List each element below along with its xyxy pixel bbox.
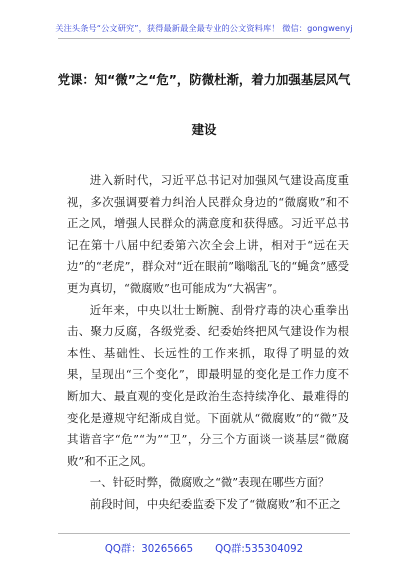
header-banner: 关注头条号“公文研究”，获得最新最全最专业的公文资料库！ 微信：gongwenyj [55, 23, 353, 33]
footer-divider [58, 533, 350, 534]
footer-qq-group-2: QQ群:535304092 [215, 544, 304, 555]
header-divider [58, 38, 350, 39]
footer-qq-group-1: QQ群：30265665 [104, 544, 194, 555]
body-paragraph-2: 近年来，中央以壮士断腕、刮骨疗毒的决心重拳出击、聚力反腐，各级党委、纪委始终把风气建设作为根本性、基础性、长远性的工作来抓，取得了明显的效果，呈现出“三个变化”，即最明显的变化是工作力度不断加大、最直观的变化是政治生态持续净化、最难得的变化是遵规守纪渐成自觉。下面就从“微腐败”的“微”及其谐音字“危”“为”“卫”，分三个方面谈一谈基层“微腐败”和不正之风。 [67, 302, 349, 468]
footer-contact [0, 540, 408, 555]
document-title-line-1: 党课：知“微”之“危”，防微杜渐，着力加强基层风气 [57, 72, 351, 87]
section-heading-1: 一、针砭时弊，微腐败之“微”表现在哪些方面？ [89, 475, 330, 490]
document-body [67, 170, 349, 516]
body-paragraph-3: 前段时间，中央纪委监委下发了“微腐败”和不正之 [89, 496, 341, 511]
document-title-line-2: 建设 [191, 122, 217, 137]
body-paragraph-1: 进入新时代，习近平总书记对加强风气建设高度重视，多次强调要着力纠治人民群众身边的“微腐败”和不正之风，增强人民群众的满意度和获得感。习近平总书记在第十八届中纪委第六次全会上讲，相对于“远在天边”的“老虎”，群众对“近在眼前”嗡嗡乱飞的“蝇贪”感受更为真切，“微腐败”也可能成为“大祸害”。 [67, 173, 349, 295]
